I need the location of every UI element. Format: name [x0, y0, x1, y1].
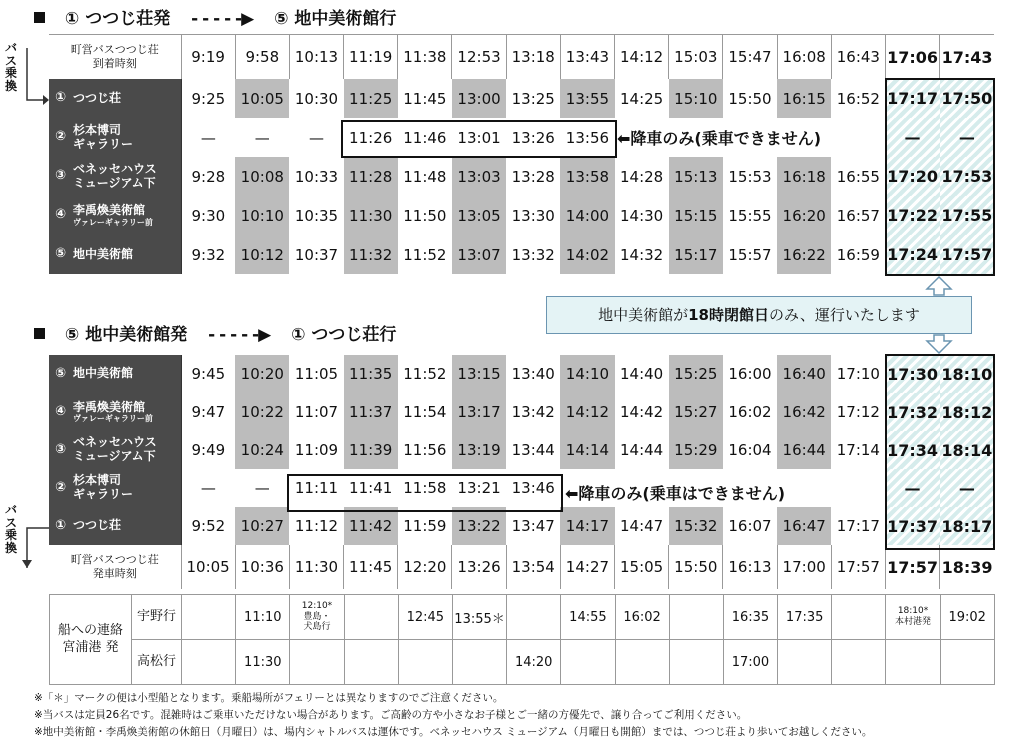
time-cell: 11:48 — [403, 167, 447, 186]
time-cell: 14:40 — [619, 365, 664, 383]
time-cell: 17:57 — [831, 545, 885, 589]
time-cell: 10:08 — [235, 157, 289, 196]
time-cell: — — [254, 128, 270, 147]
time-cell: — — [200, 128, 216, 147]
time-cell: 14:12 — [560, 393, 614, 431]
time-cell: 11:45 — [344, 545, 398, 589]
time-cell: 16:07 — [728, 517, 772, 535]
time-cell: 15:25 — [669, 355, 723, 393]
time-cell: 17:24 — [885, 235, 939, 274]
time-cell: 14:27 — [560, 545, 614, 589]
ferry-destination: 宇野行 — [132, 595, 182, 640]
time-cell: — — [308, 128, 324, 147]
time-cell: 17:34 — [885, 431, 939, 469]
time-cell: 16:42 — [777, 393, 831, 431]
time-cell: 13:55 — [560, 79, 614, 118]
stop-label: ② 杉本博司 ギャラリー — [49, 469, 181, 507]
time-cell: 14:44 — [619, 441, 664, 459]
time-cell: 10:05 — [235, 79, 289, 118]
time-cell: 16:52 — [836, 89, 880, 108]
time-cell: 10:36 — [235, 545, 289, 589]
time-cell: 16:18 — [777, 157, 831, 196]
stop-label: ④ 李禹煥美術館 ヴァレーギャラリー前 — [49, 393, 181, 431]
transfer-arrow-icon — [17, 46, 49, 106]
time-cell: 17:22 — [885, 196, 939, 235]
inbound-heading — [34, 320, 396, 345]
outbound-destination: ⑤ 地中美術館行 — [274, 9, 397, 29]
time-cell — [831, 118, 885, 157]
time-cell: 17:20 — [885, 157, 939, 196]
time-cell: 9:28 — [191, 167, 226, 186]
time-cell: 18:17 — [940, 507, 994, 545]
time-cell: 11:25 — [344, 79, 398, 118]
square-bullet-icon — [34, 328, 45, 339]
time-cell: 16:55 — [836, 167, 880, 186]
stop-label: ③ ベネッセハウス ミュージアム下 — [49, 431, 181, 469]
time-cell: 10:33 — [294, 167, 339, 186]
time-cell: 14:17 — [560, 507, 614, 545]
time-cell: 18:10 — [940, 355, 994, 393]
time-cell: 13:07 — [452, 235, 506, 274]
time-cell: 17:57 — [940, 235, 994, 274]
ferry-time: 11:10 — [236, 595, 290, 640]
double-arrow-icon — [925, 275, 953, 355]
ferry-time: 14:20 — [507, 640, 561, 685]
time-cell: 10:24 — [235, 431, 289, 469]
time-cell: 14:32 — [619, 245, 664, 264]
time-cell: 16:47 — [777, 507, 831, 545]
bus-time-row — [49, 35, 994, 80]
ferry-row — [50, 640, 995, 685]
bus-transfer-label: バス乗換 — [4, 503, 17, 555]
special-service-box — [885, 78, 995, 276]
time-cell: 13:21 — [457, 479, 501, 497]
time-cell: — — [940, 118, 994, 157]
time-cell: 10:10 — [235, 196, 289, 235]
time-cell: 16:02 — [728, 403, 772, 421]
time-cell: — — [200, 479, 216, 497]
ferry-time — [615, 640, 669, 685]
time-cell: 13:19 — [452, 431, 506, 469]
square-bullet-icon — [34, 12, 45, 23]
time-cell: 14:10 — [560, 355, 614, 393]
time-cell: 11:41 — [349, 479, 393, 497]
time-cell — [777, 469, 831, 507]
alight-only-note: ⬅降車のみ(乗車はできません) — [565, 484, 786, 503]
stop-row — [49, 355, 994, 393]
time-cell: 16:04 — [728, 441, 772, 459]
time-cell: 15:57 — [728, 245, 772, 264]
time-cell: 16:08 — [777, 35, 831, 80]
time-cell: 16:00 — [728, 365, 772, 383]
stop-label: ① つつじ荘 — [49, 79, 181, 118]
time-cell: 15:03 — [669, 35, 723, 80]
time-cell: 11:35 — [344, 355, 398, 393]
bus-time-label: 町営バスつつじ荘 発車時刻 — [49, 545, 181, 589]
outbound-origin: ① つつじ荘発 — [64, 9, 171, 29]
time-cell: 13:58 — [560, 157, 614, 196]
time-cell: 11:52 — [403, 245, 447, 264]
time-cell: 9:47 — [191, 403, 226, 421]
time-cell: 14:00 — [560, 196, 614, 235]
ferry-time — [886, 640, 940, 685]
stop-label: ⑤ 地中美術館 — [49, 235, 181, 274]
time-cell: 15:13 — [669, 157, 723, 196]
ferry-time: 16:35 — [723, 595, 777, 640]
time-cell: 11:54 — [403, 403, 447, 421]
time-cell: 15:17 — [669, 235, 723, 274]
time-cell: 11:50 — [403, 206, 447, 225]
time-cell: 10:35 — [294, 206, 339, 225]
time-cell: 16:44 — [777, 431, 831, 469]
time-cell: 13:42 — [511, 403, 555, 421]
ferry-connection-table — [49, 594, 995, 685]
ferry-time — [344, 640, 398, 685]
time-cell: 11:59 — [403, 517, 447, 535]
time-cell: 9:58 — [235, 35, 289, 80]
special-service-box — [885, 354, 995, 550]
time-cell: 11:37 — [344, 393, 398, 431]
time-cell: 16:57 — [836, 206, 880, 225]
time-cell: 16:59 — [836, 245, 880, 264]
stop-row — [49, 157, 994, 196]
time-cell: 18:39 — [940, 545, 994, 589]
time-cell: 11:42 — [344, 507, 398, 545]
time-cell: 15:15 — [669, 196, 723, 235]
ferry-time — [778, 640, 832, 685]
note-1: ※「＊」マークの便は小型船となります。乗船場所がフェリーとは異なりますのでご注意ください。 — [34, 692, 504, 704]
time-cell: 10:05 — [186, 558, 230, 576]
stop-label: ③ ベネッセハウス ミュージアム下 — [49, 157, 181, 196]
time-cell: 15:10 — [669, 79, 723, 118]
time-cell: 16:43 — [831, 35, 885, 80]
time-cell: 17:32 — [885, 393, 939, 431]
time-cell: 13:44 — [511, 441, 555, 459]
time-cell: 9:32 — [191, 245, 226, 264]
time-cell: 9:30 — [191, 206, 226, 225]
dashed-arrow-icon: - - - - -▶ — [191, 9, 254, 29]
ferry-time: 11:30 — [236, 640, 290, 685]
time-cell: 11:26 — [349, 128, 393, 147]
ferry-time — [940, 640, 994, 685]
alight-only-note: ⬅降車のみ(乗車できません) — [617, 129, 822, 148]
time-cell: 14:12 — [615, 35, 669, 80]
transfer-arrow-icon — [17, 524, 49, 568]
time-cell: 15:47 — [723, 35, 777, 80]
stop-label: ① つつじ荘 — [49, 507, 181, 545]
stop-row — [49, 507, 994, 545]
time-cell: 15:32 — [669, 507, 723, 545]
time-cell: 13:00 — [452, 79, 506, 118]
time-cell: 13:32 — [511, 245, 555, 264]
ferry-time: 12:10* 豊島・ 犬島行 — [290, 595, 344, 640]
time-cell: 11:38 — [398, 35, 452, 80]
time-cell: 15:55 — [728, 206, 772, 225]
time-cell: 13:17 — [452, 393, 506, 431]
time-cell: 13:47 — [511, 517, 555, 535]
time-cell: 16:20 — [777, 196, 831, 235]
time-cell: 11:11 — [294, 479, 339, 497]
time-cell: 17:55 — [940, 196, 994, 235]
stop-label: ④ 李禹煥美術館 ヴァレーギャラリー前 — [49, 196, 181, 235]
time-cell: 13:40 — [511, 365, 555, 383]
stop-row — [49, 235, 994, 274]
time-cell: 17:50 — [940, 79, 994, 118]
time-cell: 16:40 — [777, 355, 831, 393]
time-cell — [831, 469, 885, 507]
ferry-time: 14:55 — [561, 595, 615, 640]
ferry-time — [290, 640, 344, 685]
time-cell: 11:32 — [344, 235, 398, 274]
time-cell: 17:53 — [940, 157, 994, 196]
ferry-time: 16:02 — [615, 595, 669, 640]
time-cell: 9:52 — [191, 517, 226, 535]
time-cell: 11:12 — [294, 517, 339, 535]
time-cell: 13:54 — [506, 545, 560, 589]
time-cell: 14:47 — [619, 517, 664, 535]
ferry-time: 19:02 — [940, 595, 994, 640]
outbound-heading — [34, 4, 396, 29]
time-cell: 15:50 — [728, 89, 772, 108]
ferry-time: 17:35 — [778, 595, 832, 640]
time-cell: 13:18 — [506, 35, 560, 80]
time-cell: 17:17 — [885, 79, 939, 118]
inbound-origin: ⑤ 地中美術館発 — [64, 325, 188, 345]
time-cell: 10:13 — [289, 35, 343, 80]
time-cell: 9:25 — [191, 89, 226, 108]
ferry-row — [50, 595, 995, 640]
note-3: ※地中美術館・李禹煥美術館の休館日（月曜日）は、場内シャトルバスは運休です。ベネッセハウス ミュージアム（月曜日も開館）までは、つつじ荘より歩いてお越しください。 — [34, 726, 873, 738]
ferry-time — [452, 640, 506, 685]
ferry-time — [832, 640, 886, 685]
time-cell: 13:25 — [511, 89, 555, 108]
time-cell: 9:49 — [191, 441, 226, 459]
time-cell: — — [254, 479, 270, 497]
time-cell: 11:28 — [344, 157, 398, 196]
left-arrow-icon: ⬅ — [565, 484, 579, 503]
ferry-time — [398, 640, 452, 685]
time-cell: 17:17 — [836, 517, 880, 535]
time-cell: 13:26 — [452, 545, 506, 589]
time-cell: 14:42 — [619, 403, 664, 421]
time-cell: 13:22 — [452, 507, 506, 545]
ferry-time: 13:55＊ — [452, 595, 506, 640]
ferry-time — [507, 595, 561, 640]
stop-row — [49, 431, 994, 469]
time-cell: 17:37 — [885, 507, 939, 545]
time-cell: — — [885, 118, 939, 157]
time-cell: 13:03 — [452, 157, 506, 196]
time-cell: 13:43 — [560, 35, 614, 80]
time-cell: — — [940, 469, 994, 507]
time-cell: 11:09 — [294, 441, 339, 459]
ferry-time — [669, 640, 723, 685]
ferry-destination: 高松行 — [132, 640, 182, 685]
time-cell: 13:15 — [452, 355, 506, 393]
time-cell: 14:02 — [560, 235, 614, 274]
time-cell: 13:46 — [511, 479, 555, 497]
time-cell: 15:53 — [728, 167, 772, 186]
time-cell: 18:14 — [940, 431, 994, 469]
bus-time-label: 町営バスつつじ荘 到着時刻 — [49, 35, 181, 80]
time-cell: 11:19 — [344, 35, 398, 80]
stop-row — [49, 196, 994, 235]
time-cell: 14:28 — [619, 167, 664, 186]
ferry-time — [561, 640, 615, 685]
time-cell: 10:30 — [294, 89, 339, 108]
time-cell: 11:30 — [289, 545, 343, 589]
time-cell: 17:57 — [885, 545, 939, 589]
time-cell: 13:26 — [511, 128, 555, 147]
time-cell: 15:29 — [669, 431, 723, 469]
time-cell: 14:14 — [560, 431, 614, 469]
time-cell: 17:14 — [836, 441, 880, 459]
time-cell: 17:00 — [777, 545, 831, 589]
alight-only-box — [341, 120, 617, 158]
ferry-time: 12:45 — [398, 595, 452, 640]
time-cell: 17:10 — [836, 365, 880, 383]
time-cell: 17:43 — [940, 35, 994, 80]
time-cell: 10:27 — [235, 507, 289, 545]
time-cell: 11:45 — [403, 89, 447, 108]
time-cell: 11:39 — [344, 431, 398, 469]
left-arrow-icon: ⬅ — [617, 129, 631, 148]
time-cell: 10:12 — [235, 235, 289, 274]
inbound-timetable — [49, 355, 994, 589]
time-cell: 9:19 — [191, 48, 225, 66]
stop-row — [49, 79, 994, 118]
time-cell: 15:50 — [669, 545, 723, 589]
time-cell: 10:20 — [235, 355, 289, 393]
time-cell: 11:46 — [403, 128, 447, 147]
time-cell: 17:12 — [836, 403, 880, 421]
alight-only-box — [287, 474, 563, 512]
time-cell: 11:30 — [344, 196, 398, 235]
time-cell: 15:27 — [669, 393, 723, 431]
ferry-time: 17:00 — [723, 640, 777, 685]
time-cell: 16:15 — [777, 79, 831, 118]
time-cell: 16:22 — [777, 235, 831, 274]
ferry-time — [669, 595, 723, 640]
time-cell: 11:58 — [403, 479, 447, 497]
time-cell: 17:30 — [885, 355, 939, 393]
dashed-arrow-icon: - - - - -▶ — [208, 325, 271, 345]
stop-label: ⑤ 地中美術館 — [49, 355, 181, 393]
time-cell: 10:22 — [235, 393, 289, 431]
bus-time-row — [49, 545, 994, 589]
time-cell: 13:01 — [457, 128, 501, 147]
ferry-time: 18:10* 本村港発 — [886, 595, 940, 640]
bus-transfer-label: バス乗換 — [4, 41, 17, 93]
ferry-time — [182, 595, 236, 640]
stop-row — [49, 393, 994, 431]
time-cell: 13:28 — [511, 167, 555, 186]
time-cell: 14:30 — [619, 206, 664, 225]
time-cell: 14:25 — [619, 89, 664, 108]
time-cell: 11:56 — [403, 441, 447, 459]
closing-day-callout: 地中美術館が18時閉館日のみ、運行いたします — [546, 296, 972, 334]
time-cell: 13:56 — [565, 128, 610, 147]
time-cell: 18:12 — [940, 393, 994, 431]
time-cell: 13:30 — [511, 206, 555, 225]
ferry-label: 船への連絡 宮浦港 発 — [50, 595, 132, 685]
time-cell: 11:05 — [294, 365, 339, 383]
note-2: ※当バスは定員26名です。混雑時はご乗車いただけない場合があります。ご高齢の方や小さなお子様とご一緒の方優先で、譲り合ってご利用ください。 — [34, 709, 748, 721]
ferry-time — [344, 595, 398, 640]
time-cell: 11:07 — [294, 403, 339, 421]
time-cell: — — [885, 469, 939, 507]
time-cell: 16:13 — [723, 545, 777, 589]
time-cell: 17:06 — [885, 35, 939, 80]
ferry-time — [832, 595, 886, 640]
time-cell: 10:37 — [294, 245, 339, 264]
time-cell: 12:53 — [452, 35, 506, 80]
time-cell: 11:52 — [403, 365, 447, 383]
stop-label: ② 杉本博司 ギャラリー — [49, 118, 181, 157]
time-cell: 12:20 — [398, 545, 452, 589]
ferry-time — [182, 640, 236, 685]
inbound-destination: ① つつじ荘行 — [291, 325, 397, 345]
time-cell: 9:45 — [191, 365, 226, 383]
time-cell: 13:05 — [452, 196, 506, 235]
time-cell: 15:05 — [615, 545, 669, 589]
